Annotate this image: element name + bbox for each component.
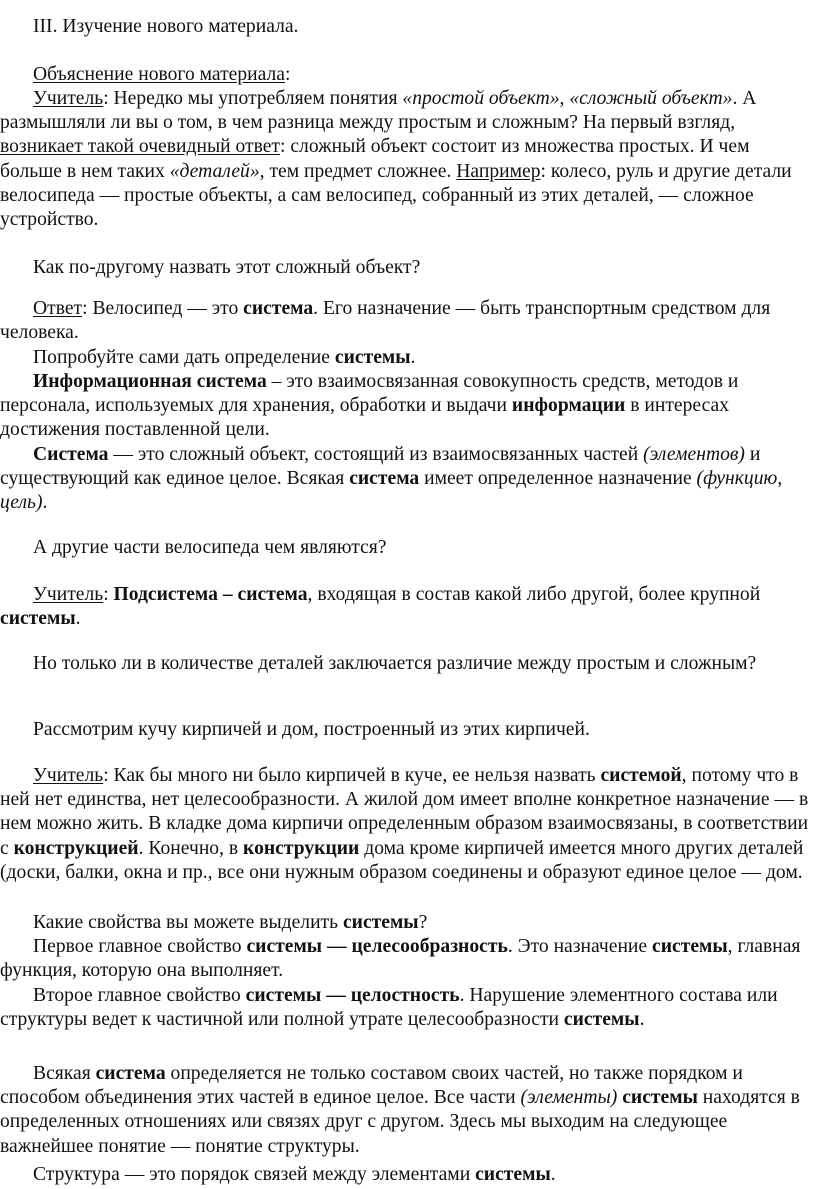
text: . bbox=[639, 1009, 645, 1031]
text: . Нарушение элементного состава или структуры ведет к частичной или полной утрате целесообразности bbox=[0, 985, 778, 1031]
section-heading bbox=[0, 15, 810, 39]
text: , тем предмет сложнее. bbox=[259, 160, 457, 182]
italic-term: «простой объект» bbox=[402, 88, 560, 109]
text: А другие части велосипеда чем являются? bbox=[33, 537, 387, 558]
teacher-paragraph-bricks bbox=[0, 764, 810, 885]
bold-term: системой bbox=[600, 765, 682, 786]
bold-term: Система bbox=[33, 444, 109, 465]
bold-term: системы bbox=[475, 1164, 551, 1185]
bold-term: системы — целесообразность bbox=[246, 936, 508, 957]
bold-term: конструкцией bbox=[13, 837, 139, 859]
text: : колесо, руль и другие детали велосипеда — простые объекты, а сам велосипед, собранный из этих деталей, — сложное устройство. bbox=[0, 160, 792, 231]
paragraph-properties-question bbox=[0, 911, 810, 935]
bold-term: системы bbox=[622, 1087, 698, 1109]
text: , bbox=[559, 88, 570, 109]
text: . bbox=[75, 608, 81, 630]
bold-term: система bbox=[349, 468, 420, 490]
text: Второе главное свойство bbox=[33, 985, 246, 1006]
text: Структура — это порядок связей между элементами bbox=[33, 1164, 476, 1185]
text: : Велосипед — это bbox=[82, 298, 244, 319]
speaker-label: Учитель bbox=[33, 765, 104, 786]
bold-term: системы — целостность bbox=[245, 985, 460, 1006]
explanation-heading bbox=[0, 63, 810, 87]
text: : bbox=[103, 584, 114, 605]
underlined-phrase: возникает такой очевидный ответ bbox=[0, 136, 280, 158]
text: ? bbox=[418, 912, 428, 933]
paragraph-structure-intro bbox=[0, 1062, 810, 1159]
text: : Как бы много ни было кирпичей в куче, ее нельзя назвать bbox=[103, 765, 601, 786]
teacher-paragraph-subsystem bbox=[0, 583, 810, 631]
paragraph-definition-prompt bbox=[0, 346, 810, 370]
text: в интересах достижения поставленной цели. bbox=[0, 395, 730, 441]
text: , главная функция, которую она выполняет. bbox=[0, 936, 801, 982]
text: . bbox=[410, 347, 416, 368]
text: Но только ли в количестве деталей заключается различие между простым и сложным? bbox=[33, 653, 757, 674]
text: Как по-другому назвать этот сложный объект? bbox=[33, 257, 421, 278]
text: , входящая в состав какой либо другой, более крупной bbox=[307, 584, 761, 605]
text: . bbox=[42, 492, 48, 514]
text: Рассмотрим кучу кирпичей и дом, построенный из этих кирпичей. bbox=[33, 719, 590, 740]
teacher-paragraph-1 bbox=[0, 87, 810, 232]
answer-paragraph bbox=[0, 297, 810, 345]
text: имеет определенное назначение bbox=[419, 468, 697, 490]
text: : сложный объект состоит из множества простых. И чем больше в нем таких bbox=[0, 136, 750, 182]
bold-term: системы bbox=[563, 1009, 640, 1031]
explanation-colon: : bbox=[285, 64, 291, 85]
explanation-label: Объяснение нового материала bbox=[33, 64, 286, 85]
text: . Это назначение bbox=[507, 936, 653, 957]
bold-term: системы bbox=[334, 347, 411, 368]
text: – это взаимосвязанная совокупность средств, методов и персонала, используемых для хранения, обработки и выдачи bbox=[0, 371, 739, 417]
question-1 bbox=[0, 256, 810, 280]
question-3 bbox=[0, 652, 810, 676]
italic-term: (функцию, цель) bbox=[0, 468, 783, 514]
text: Попробуйте сами дать определение bbox=[33, 347, 335, 368]
bold-term: системы bbox=[342, 912, 419, 933]
question-2 bbox=[0, 536, 810, 560]
paragraph-bricks bbox=[0, 718, 810, 742]
bold-term: Подсистема – система bbox=[113, 584, 308, 605]
heading-text: III. Изучение нового материала. bbox=[33, 16, 299, 37]
text: определяется не только составом своих частей, но также порядком и способом объединения этих частей в единое целое. Все части bbox=[0, 1063, 743, 1109]
speaker-label: Ответ bbox=[33, 298, 83, 319]
bold-term: Информационная система bbox=[33, 371, 267, 392]
text: и существующий как единое целое. Всякая bbox=[0, 444, 761, 490]
text: Какие свойства вы можете выделить bbox=[33, 912, 343, 933]
bold-term: системы bbox=[652, 936, 728, 957]
bold-term: система bbox=[95, 1063, 166, 1084]
paragraph-structure-definition bbox=[0, 1163, 810, 1187]
text: Всякая bbox=[33, 1063, 96, 1084]
bold-term: конструкции bbox=[243, 837, 360, 859]
text: . А размышляли ли вы о том, в чем разница между простым и сложным? На первый взгляд, bbox=[0, 88, 757, 134]
paragraph-system-definition bbox=[0, 443, 810, 516]
text: . Конечно, в bbox=[138, 837, 244, 859]
paragraph-information-system bbox=[0, 370, 810, 443]
text: находятся в определенных отношениях или связях друг с другом. Здесь мы выходим на следующее важнейшее понятие — понятие структуры. bbox=[0, 1087, 800, 1157]
text: : Нередко мы употребляем понятия bbox=[103, 88, 403, 109]
bold-term: системы bbox=[0, 608, 76, 630]
italic-term: «сложный объект» bbox=[569, 88, 733, 109]
text: , потому что в ней нет единства, нет целесообразности. А жилой дом имеет вполне конкретное назначение — в нем можно жить. В кладке дома кирпичи определенным образом взаимосвязаны, в соответствии с bbox=[0, 765, 809, 859]
underlined-phrase: Например bbox=[456, 160, 541, 182]
paragraph-second-property bbox=[0, 984, 810, 1032]
text: Первое главное свойство bbox=[33, 936, 247, 957]
paragraph-first-property bbox=[0, 935, 810, 983]
italic-term: (элементов) bbox=[643, 444, 745, 465]
bold-term: система bbox=[243, 298, 314, 319]
italic-term: «деталей» bbox=[169, 160, 260, 182]
italic-term: (элементы) bbox=[520, 1087, 618, 1109]
speaker-label: Учитель bbox=[33, 584, 104, 605]
text: . bbox=[550, 1164, 556, 1185]
speaker-label: Учитель bbox=[33, 88, 104, 109]
text: . Его назначение — быть транспортным средством для человека. bbox=[0, 298, 771, 344]
text: — это сложный объект, состоящий из взаимосвязанных частей bbox=[108, 444, 644, 465]
text: дома кроме кирпичей имеется много других деталей (доски, балки, окна и пр., все они нужным образом соединены и образуют единое целое — дом. bbox=[0, 837, 804, 883]
bold-term: информации bbox=[511, 395, 626, 417]
